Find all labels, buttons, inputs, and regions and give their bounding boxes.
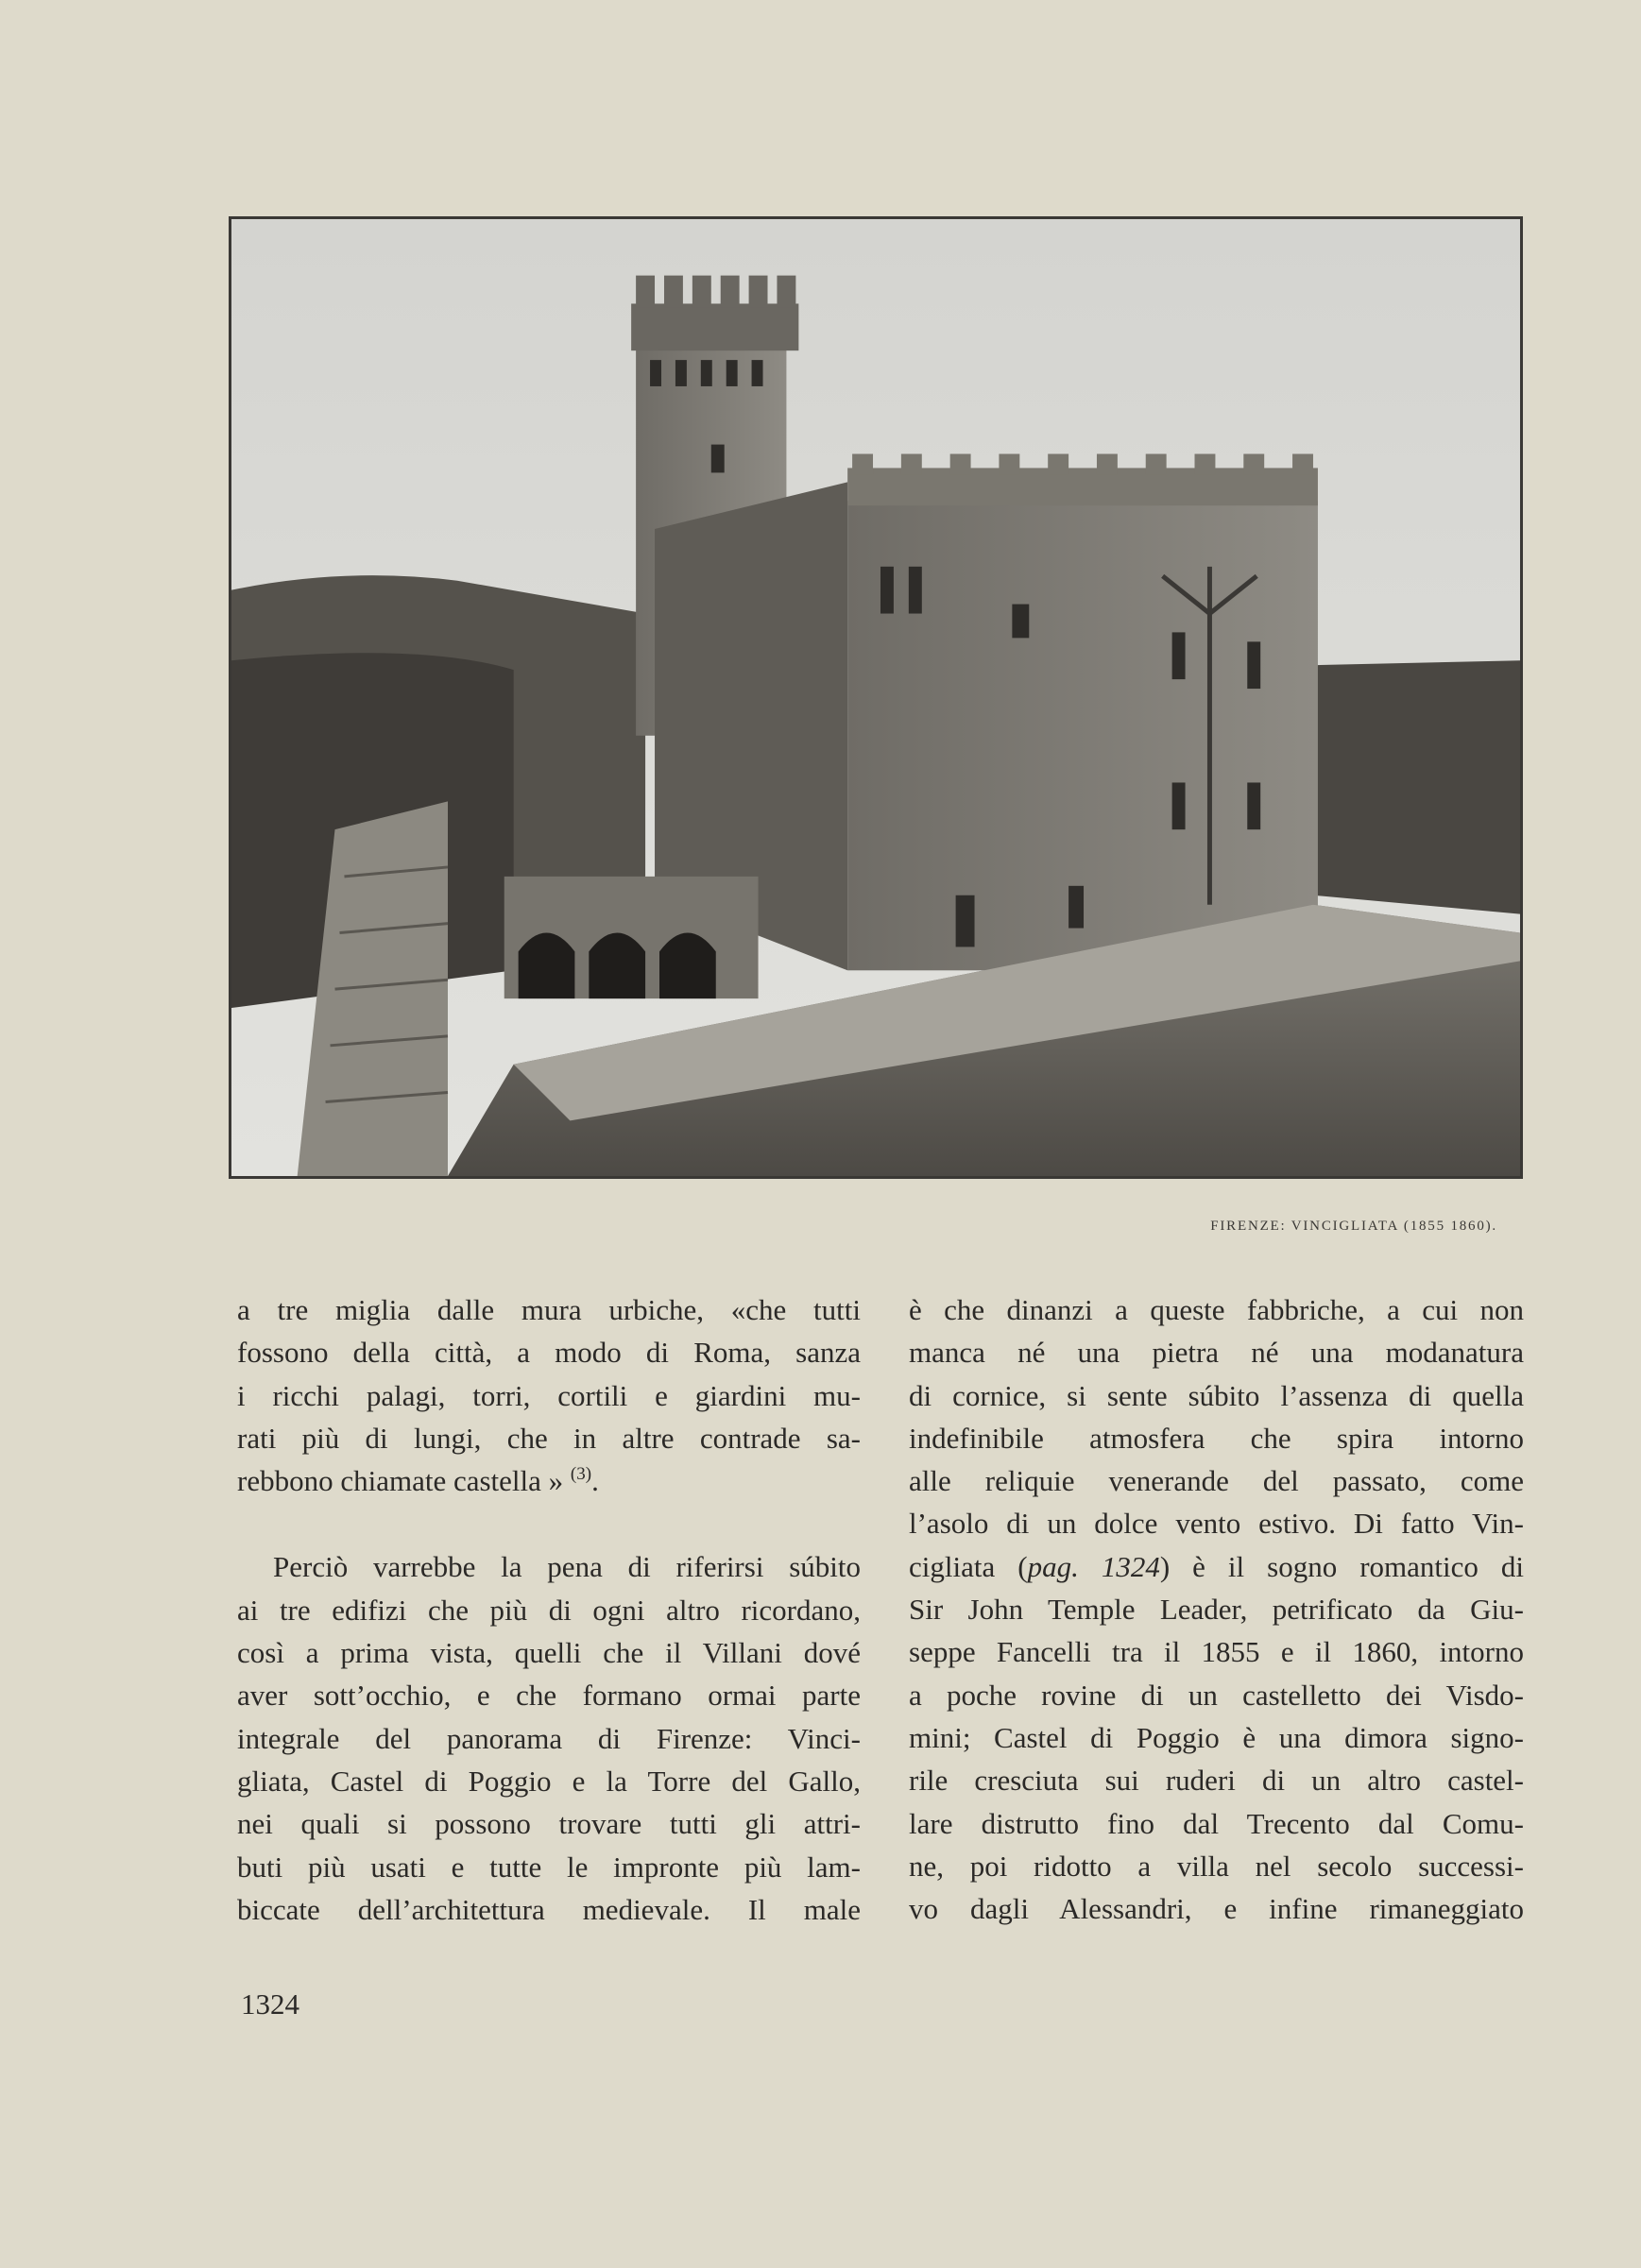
text-line: nei quali si possono trovare tutti gli attri- (237, 1807, 861, 1841)
text-line: indefinibile atmosfera che spira intorno (909, 1421, 1524, 1455)
left-column (237, 1288, 861, 1931)
text-fragment: rebbono chiamate castella » (237, 1464, 564, 1498)
text-line: gliata, Castel di Poggio e la Torre del Gallo, (237, 1764, 861, 1798)
text-line: aver sott’occhio, e che formano ormai parte (237, 1679, 861, 1713)
text-line: rati più di lungi, che in altre contrade sa- (237, 1421, 861, 1455)
text-line: mini; Castel di Poggio è una dimora signo- (909, 1720, 1524, 1754)
text-line: è che dinanzi a queste fabbriche, a cui non (909, 1293, 1524, 1326)
text-line: alle reliquie venerande del passato, come (909, 1464, 1524, 1498)
footnote-reference: (3) (570, 1464, 592, 1485)
text-line: i ricchi palagi, torri, cortili e giardini mu- (237, 1378, 861, 1412)
text-line: buti più usati e tutte le impronte più lam- (237, 1850, 861, 1884)
text-fragment: . (591, 1464, 599, 1498)
text-line: lare distrutto fino dal Trecento dal Comu- (909, 1806, 1524, 1840)
text-line (237, 1459, 861, 1502)
page-reference: pag. 1324 (1027, 1549, 1160, 1583)
text-fragment: cigliata ( (909, 1549, 1028, 1583)
text-line: Perciò varrebbe la pena di riferirsi súbito (273, 1550, 861, 1584)
text-line: integrale del panorama di Firenze: Vinci- (237, 1721, 861, 1755)
page-number: 1324 (241, 1987, 299, 2021)
text-line: l’asolo di un dolce vento estivo. Di fatto Vin- (909, 1507, 1524, 1541)
text-line: a tre miglia dalle mura urbiche, «che tutti (237, 1293, 861, 1326)
text-line: manca né una pietra né una modanatura (909, 1336, 1524, 1370)
right-column (909, 1288, 1524, 1930)
figure-caption: FIRENZE: VINCIGLIATA (1855 1860). (1210, 1219, 1497, 1234)
text-line: così a prima vista, quelli che il Villani dové (237, 1636, 861, 1670)
text-fragment: ) è il sogno romantico di (1159, 1549, 1525, 1583)
castle-photograph (229, 216, 1523, 1179)
text-line: a poche rovine di un castelletto dei Visdo- (909, 1678, 1524, 1712)
text-line: ne, poi ridotto a villa nel secolo successi- (909, 1849, 1524, 1883)
text-line: rile cresciuta sui ruderi di un altro castel- (909, 1764, 1524, 1798)
text-line: ai tre edifizi che più di ogni altro ricordano, (237, 1593, 861, 1627)
text-line: biccate dell’architettura medievale. Il male (237, 1892, 861, 1926)
text-line: fossono della città, a modo di Roma, sanza (237, 1336, 861, 1370)
text-line: seppe Fancelli tra il 1855 e il 1860, intorno (909, 1635, 1524, 1669)
text-line: di cornice, si sente súbito l’assenza di quella (909, 1378, 1524, 1412)
text-line: vo dagli Alessandri, e infine rimaneggiato (909, 1892, 1524, 1926)
text-line (909, 1545, 1524, 1588)
text-line: Sir John Temple Leader, petrificato da Giu- (909, 1593, 1524, 1627)
